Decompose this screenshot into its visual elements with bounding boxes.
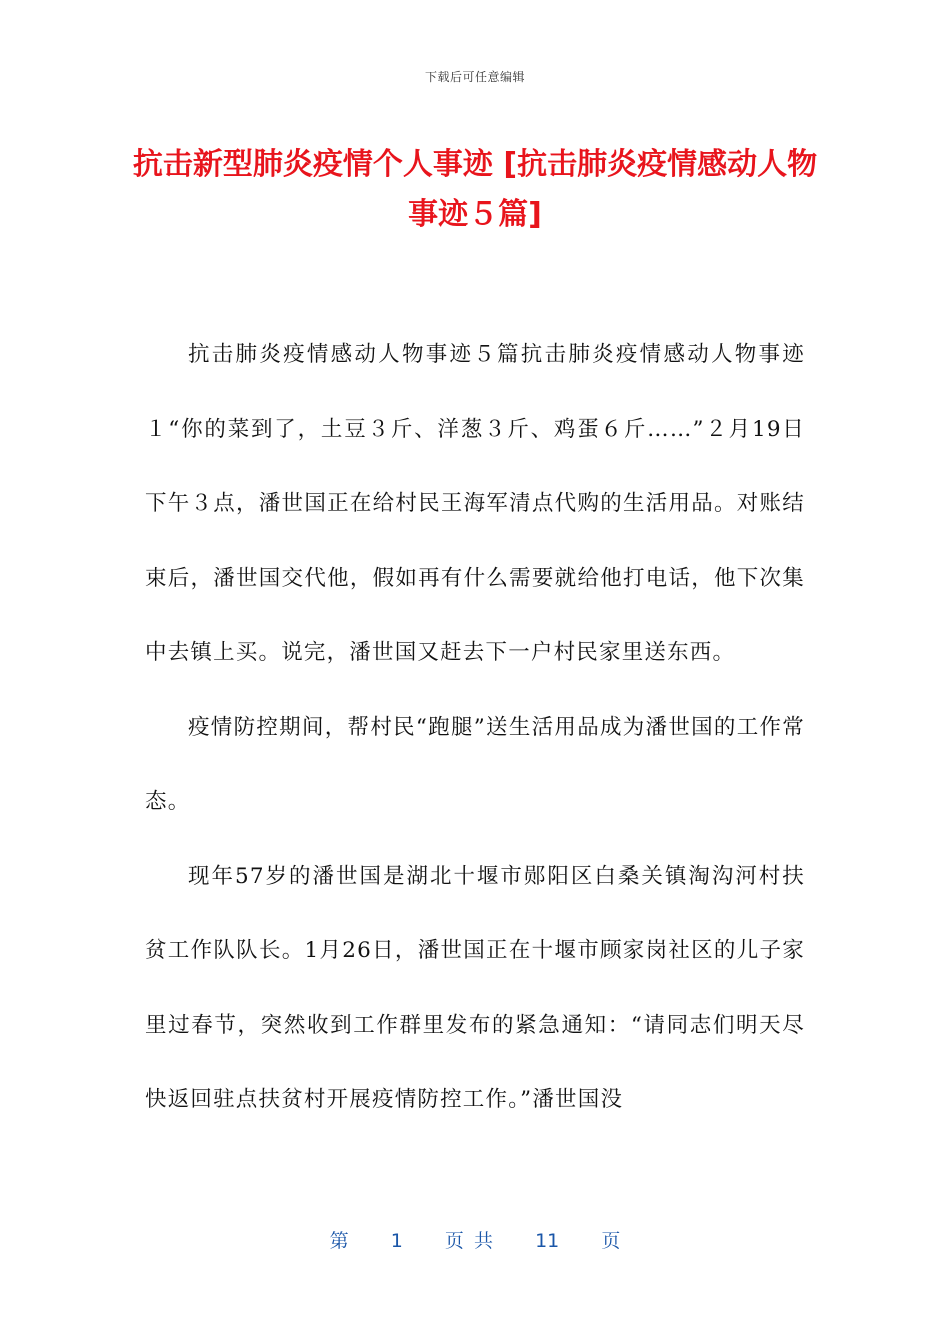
footer-page-number: 1 (390, 1230, 403, 1252)
footer-prefix: 第 (329, 1230, 349, 1252)
paragraph-2: 疫情防控期间，帮村民“跑腿”送生活用品成为潘世国的工作常态。 (145, 714, 805, 814)
footer-total-pages: 11 (535, 1230, 560, 1252)
header-note: 下载后可任意编辑 (424, 70, 525, 84)
paragraph-3: 现年57岁的潘世国是湖北十堰市郧阳区白桑关镇淘沟河村扶贫工作队队长。1月26日，潘世国正在十堰市顾家岗社区的儿子家里过春节，突然收到工作群里发布的紧急通知：“请同志们明天尽快返回驻点扶贫村开展疫情防控工作。”潘世国没 (145, 863, 805, 1112)
footer-middle: 页 共 (444, 1230, 493, 1252)
page-footer (0, 1226, 950, 1253)
paragraph-1: 抗击肺炎疫情感动人物事迹５篇抗击肺炎疫情感动人物事迹１“你的菜到了，土豆３斤、洋葱３斤、鸡蛋６斤……”２月19日下午３点，潘世国正在给村民王海军清点代购的生活用品。对账结束后，潘世国交代他，假如再有什么需要就给他打电话，他下次集中去镇上买。说完，潘世国又赶去下一户村民家里送东西。 (145, 342, 805, 665)
document-body (145, 318, 805, 1138)
footer-suffix: 页 (601, 1230, 621, 1252)
document-title: 抗击新型肺炎疫情个人事迹 [抗击肺炎疫情感动人物事迹５篇] (132, 147, 818, 232)
